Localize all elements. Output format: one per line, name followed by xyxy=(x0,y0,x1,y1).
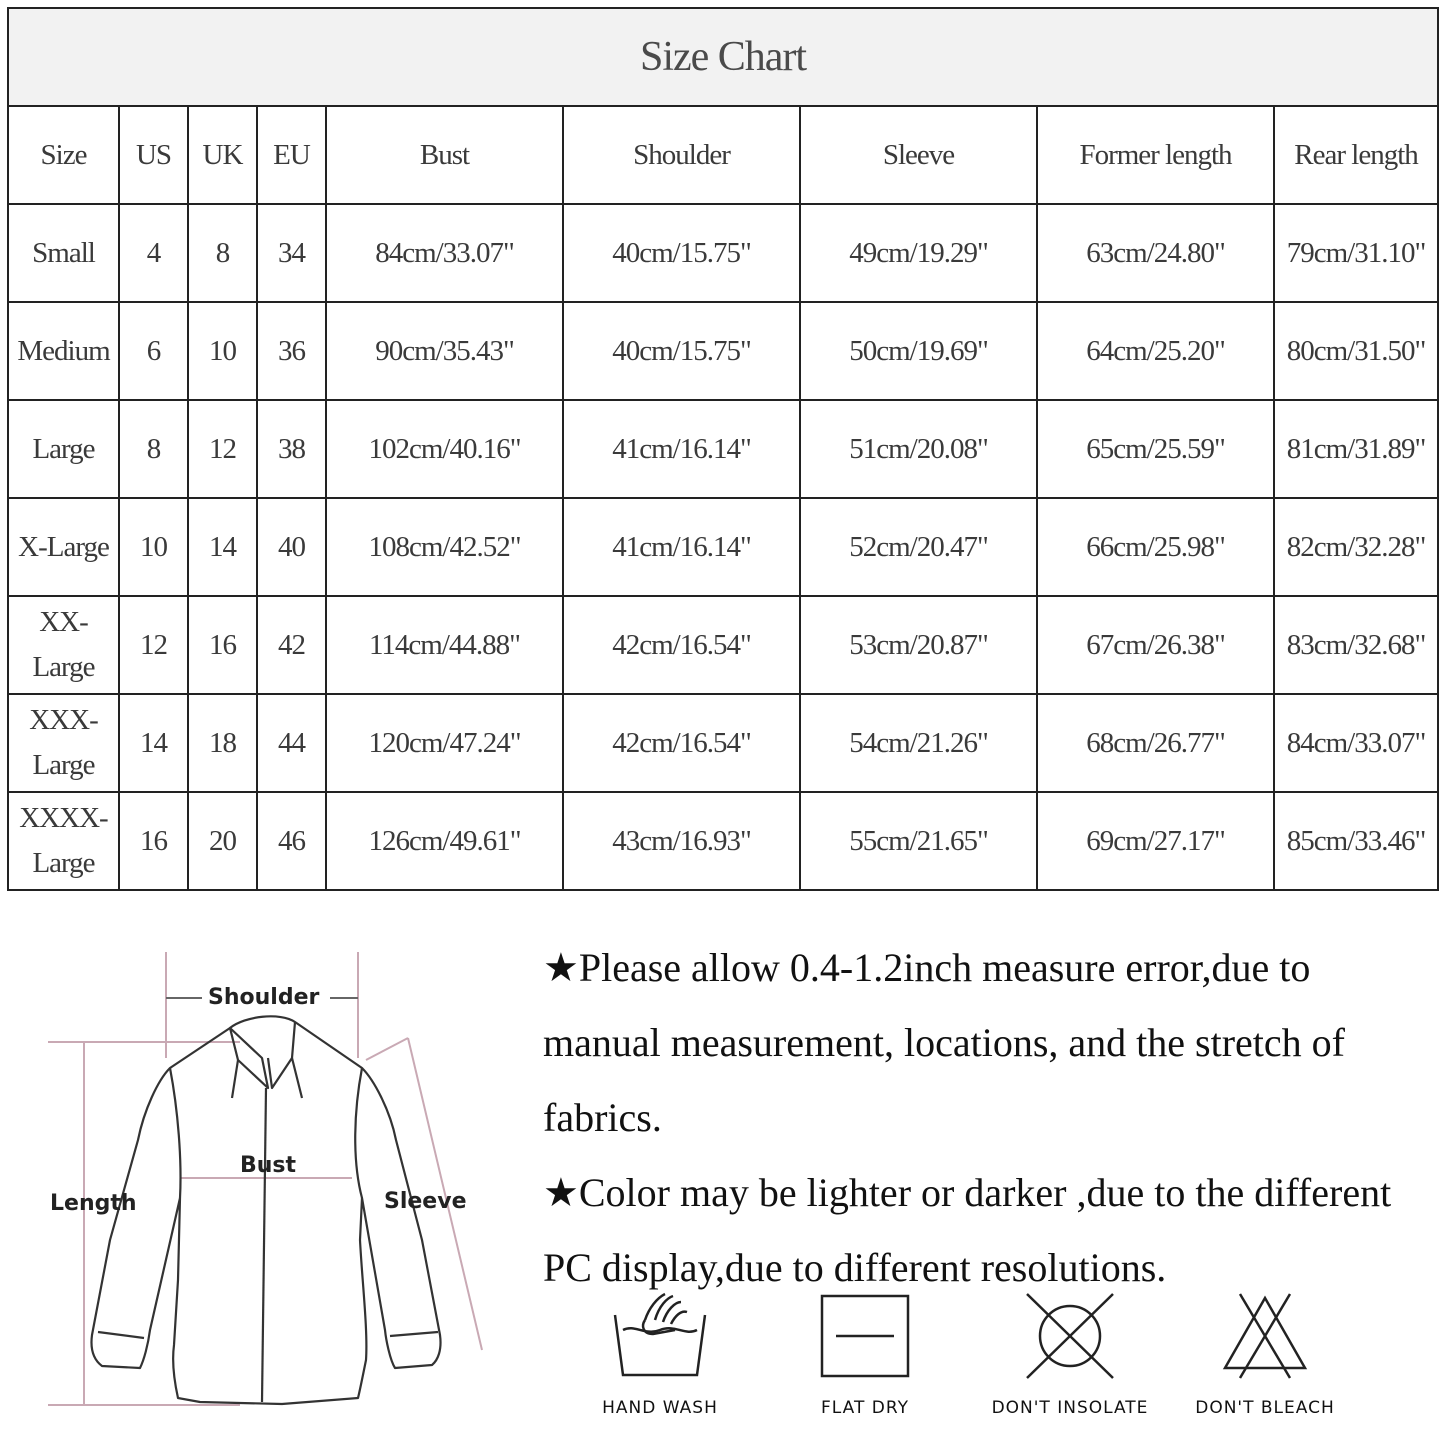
table-row xyxy=(8,302,1438,400)
table-cell: 41cm/16.14" xyxy=(563,498,800,596)
table-cell: 82cm/32.28" xyxy=(1274,498,1438,596)
bust-label: Bust xyxy=(240,1153,297,1178)
table-cell: 90cm/35.43" xyxy=(326,302,563,400)
table-cell: 16 xyxy=(119,792,188,890)
table-cell: 49cm/19.29" xyxy=(800,204,1037,302)
table-cell: 81cm/31.89" xyxy=(1274,400,1438,498)
table-cell: 83cm/32.68" xyxy=(1274,596,1438,694)
table-cell: 8 xyxy=(188,204,257,302)
table-cell: 20 xyxy=(188,792,257,890)
table-cell: 69cm/27.17" xyxy=(1037,792,1274,890)
table-cell: 4 xyxy=(119,204,188,302)
sleeve-guide-top xyxy=(366,1038,408,1060)
table-row xyxy=(8,694,1438,792)
care-hand-wash xyxy=(570,1290,750,1418)
table-cell: 84cm/33.07" xyxy=(326,204,563,302)
column-header: Shoulder xyxy=(563,106,800,204)
table-cell: 38 xyxy=(257,400,326,498)
note-color: ★Color may be lighter or darker ,due to the different PC display,due to different resolutions. xyxy=(543,1170,1392,1290)
table-cell: 63cm/24.80" xyxy=(1037,204,1274,302)
table-cell: 40cm/15.75" xyxy=(563,204,800,302)
table-cell: 44 xyxy=(257,694,326,792)
table-cell: 41cm/16.14" xyxy=(563,400,800,498)
table-cell: 14 xyxy=(119,694,188,792)
table-cell: 85cm/33.46" xyxy=(1274,792,1438,890)
size-chart-table xyxy=(7,7,1439,891)
table-cell: 34 xyxy=(257,204,326,302)
care-label-dont-bleach: DON'T BLEACH xyxy=(1195,1398,1335,1418)
table-cell: Large xyxy=(8,400,119,498)
table-cell: 102cm/40.16" xyxy=(326,400,563,498)
table-cell: 65cm/25.59" xyxy=(1037,400,1274,498)
table-cell: 64cm/25.20" xyxy=(1037,302,1274,400)
table-row xyxy=(8,204,1438,302)
care-flat-dry xyxy=(775,1290,955,1418)
sleeve-label: Sleeve xyxy=(384,1189,467,1214)
table-cell: 80cm/31.50" xyxy=(1274,302,1438,400)
column-header: UK xyxy=(188,106,257,204)
column-header: Bust xyxy=(326,106,563,204)
table-cell: 14 xyxy=(188,498,257,596)
table-cell: 40cm/15.75" xyxy=(563,302,800,400)
length-label: Length xyxy=(50,1191,137,1216)
notes-block xyxy=(543,930,1433,1305)
table-cell: XX-Large xyxy=(8,596,119,694)
dont-bleach-icon xyxy=(1210,1290,1320,1380)
table-cell: 67cm/26.38" xyxy=(1037,596,1274,694)
table-cell: X-Large xyxy=(8,498,119,596)
column-header: EU xyxy=(257,106,326,204)
size-chart-title: Size Chart xyxy=(8,8,1438,106)
care-dont-insolate xyxy=(980,1290,1160,1418)
table-cell: XXXX-Large xyxy=(8,792,119,890)
table-cell: 42cm/16.54" xyxy=(563,596,800,694)
note-measure-error: ★Please allow 0.4-1.2inch measure error,due to manual measurement, locations, and the stretch of fabrics. xyxy=(543,945,1345,1140)
column-header: Size xyxy=(8,106,119,204)
table-cell: 40 xyxy=(257,498,326,596)
table-cell: 42cm/16.54" xyxy=(563,694,800,792)
table-row xyxy=(8,400,1438,498)
table-header-row xyxy=(8,106,1438,204)
table-cell: 12 xyxy=(188,400,257,498)
table-cell: 16 xyxy=(188,596,257,694)
shoulder-label: Shoulder xyxy=(208,985,320,1010)
table-cell: 84cm/33.07" xyxy=(1274,694,1438,792)
table-cell: 52cm/20.47" xyxy=(800,498,1037,596)
table-cell: 108cm/42.52" xyxy=(326,498,563,596)
table-row xyxy=(8,792,1438,890)
table-cell: Small xyxy=(8,204,119,302)
column-header: Sleeve xyxy=(800,106,1037,204)
table-row xyxy=(8,498,1438,596)
table-cell: 6 xyxy=(119,302,188,400)
table-cell: 54cm/21.26" xyxy=(800,694,1037,792)
care-label-flat-dry: FLAT DRY xyxy=(821,1398,909,1418)
table-cell: 42 xyxy=(257,596,326,694)
table-cell: 43cm/16.93" xyxy=(563,792,800,890)
column-header: Former length xyxy=(1037,106,1274,204)
table-cell: 46 xyxy=(257,792,326,890)
table-cell: 10 xyxy=(119,498,188,596)
care-label-dont-insolate: DON'T INSOLATE xyxy=(991,1398,1149,1418)
table-cell: 55cm/21.65" xyxy=(800,792,1037,890)
dont-insolate-icon xyxy=(1015,1290,1125,1380)
table-cell: 10 xyxy=(188,302,257,400)
table-cell: 114cm/44.88" xyxy=(326,596,563,694)
hand-wash-icon xyxy=(605,1290,715,1380)
table-cell: 68cm/26.77" xyxy=(1037,694,1274,792)
table-cell: 50cm/19.69" xyxy=(800,302,1037,400)
flat-dry-icon xyxy=(810,1290,920,1380)
table-cell: Medium xyxy=(8,302,119,400)
table-cell: 79cm/31.10" xyxy=(1274,204,1438,302)
table-cell: 53cm/20.87" xyxy=(800,596,1037,694)
column-header: Rear length xyxy=(1274,106,1438,204)
care-dont-bleach xyxy=(1175,1290,1355,1418)
table-cell: 66cm/25.98" xyxy=(1037,498,1274,596)
table-cell: XXX-Large xyxy=(8,694,119,792)
table-cell: 8 xyxy=(119,400,188,498)
table-row xyxy=(8,596,1438,694)
care-label-hand-wash: HAND WASH xyxy=(602,1398,718,1418)
table-cell: 51cm/20.08" xyxy=(800,400,1037,498)
table-cell: 126cm/49.61" xyxy=(326,792,563,890)
table-cell: 120cm/47.24" xyxy=(326,694,563,792)
table-body xyxy=(8,204,1438,890)
garment-measurement-diagram xyxy=(40,940,500,1420)
table-cell: 18 xyxy=(188,694,257,792)
column-header: US xyxy=(119,106,188,204)
table-cell: 12 xyxy=(119,596,188,694)
table-cell: 36 xyxy=(257,302,326,400)
